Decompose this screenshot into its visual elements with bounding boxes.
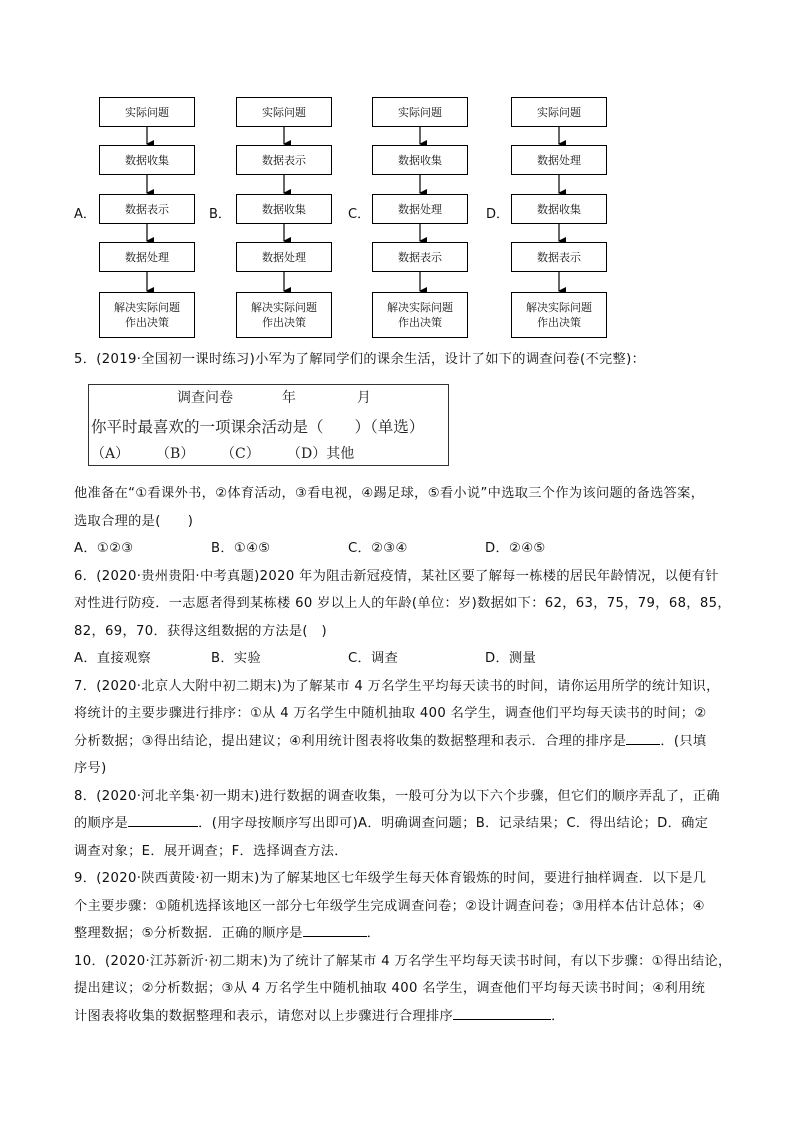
question-9-line-3	[74, 920, 734, 948]
flowchart-c-step-5-line-1: 解决实际问题	[387, 301, 453, 314]
question-6-choices	[74, 645, 734, 673]
survey-option-d: （D）其他	[287, 446, 355, 462]
flowchart-c-step-4: 数据表示	[372, 242, 468, 272]
flowchart-c-step-1: 实际问题	[372, 97, 468, 127]
answer-blank	[626, 730, 660, 745]
question-6-choice-b: B．实验	[211, 651, 262, 666]
question-6-line-3: 82，69，70．获得这组数据的方法是( )	[74, 623, 327, 639]
question-9-line-3a: 整理数据；⑤分析数据．正确的顺序是	[74, 926, 303, 941]
flowchart-b-step-5	[236, 292, 332, 338]
question-9-line-3b: ．	[366, 926, 381, 941]
flowchart-a-step-1: 实际问题	[99, 97, 195, 127]
question-5-stem	[74, 346, 734, 374]
flowchart-d-step-5	[511, 292, 607, 338]
flowchart-d-step-4: 数据表示	[511, 242, 607, 272]
question-8-line-2b: ．(用字母按顺序写出即可)A．明确调查问题；B．记录结果；C．得出结论；D．确定	[198, 816, 709, 831]
question-5-body	[74, 480, 734, 1030]
question-5-choice-b: B．①④⑤	[211, 541, 271, 556]
flowchart-a-step-2: 数据收集	[99, 145, 195, 175]
question-7-line-3b: ．(只填	[660, 733, 707, 749]
flowchart-a-step-4: 数据处理	[99, 242, 195, 272]
flowchart-a-step-3: 数据表示	[99, 194, 195, 224]
question-10-line-1: 10．(2020·江苏新沂·初二期末)为了统计了解某市 4 万名学生平均每天读书时间，有以下步骤：①得出结论，	[74, 953, 732, 969]
flowchart-b-step-1: 实际问题	[236, 97, 332, 127]
question-5-choice-a: A．①②③	[74, 541, 134, 556]
question-7-line-3	[74, 728, 734, 756]
question-5-choice-c: C．②③④	[348, 541, 408, 556]
question-5-line-1: 他准备在“①看课外书，②体育活动，③看电视，④踢足球，⑤看小说”中选取三个作为该问题的备选答案，	[74, 486, 705, 501]
flowchart-a-label: A．	[74, 207, 96, 222]
flowchart-d-step-5-line-2: 作出决策	[537, 316, 581, 329]
question-5-line-2: 选取合理的是( )	[74, 513, 194, 529]
question-10-line-2: 提出建议；②分析数据；③从 4 万名学生中随机抽取 400 名学生，调查他们平均每天读书时间；④利用统	[74, 981, 706, 996]
flowchart-a-step-5	[99, 292, 195, 338]
question-5-choice-d: D．②④⑤	[485, 541, 546, 556]
question-5-choices	[74, 535, 734, 563]
flowchart-a-step-5-line-1: 解决实际问题	[114, 301, 180, 314]
flowchart-d-step-5-line-1: 解决实际问题	[526, 301, 592, 314]
survey-title: 调查问卷	[177, 390, 233, 406]
answer-blank	[128, 812, 198, 827]
survey-month: 月	[356, 390, 371, 406]
flowchart-d-label: D．	[486, 207, 510, 222]
question-6-line-2: 对性进行防疫．一志愿者得到某栋楼 60 岁以上人的年龄(单位：岁)数据如下：62，63，75，79，68，85，	[74, 596, 731, 611]
flowchart-d-step-3: 数据收集	[511, 194, 607, 224]
survey-option-c: （C）	[221, 446, 260, 462]
question-6-choice-c: C．调查	[348, 651, 399, 666]
flowchart-b-step-5-line-2: 作出决策	[262, 316, 306, 329]
survey-questionnaire-box	[88, 384, 449, 466]
flowchart-b-step-3: 数据收集	[236, 194, 332, 224]
flowchart-c-step-5-line-2: 作出决策	[398, 316, 442, 329]
question-8-line-2	[74, 810, 734, 838]
flowchart-c-step-5	[372, 292, 468, 338]
question-9-line-2: 个主要步骤：①随机选择该地区一部分七年级学生完成调查问卷；②设计调查问卷；③用样本估计总体；④	[74, 898, 705, 914]
question-8-line-2a: 的顺序是	[74, 816, 129, 831]
flowchart-d-step-2: 数据处理	[511, 145, 607, 175]
question-6-choice-d: D．测量	[485, 651, 537, 666]
flowchart-b-step-2: 数据表示	[236, 145, 332, 175]
survey-option-b: （B）	[156, 446, 195, 462]
question-10-line-3	[74, 1003, 734, 1031]
question-9-line-1: 9．(2020·陕西黄陵·初一期末)为了解某地区七年级学生每天体育锻炼的时间，要进行抽样调查．以下是几	[74, 871, 707, 886]
flowchart-b-step-4: 数据处理	[236, 242, 332, 272]
question-7-line-3a: 分析数据；③得出结论，提出建议；④利用统计图表将收集的数据整理和表示．合理的排序是	[74, 733, 627, 749]
flowchart-c-label: C．	[348, 207, 371, 222]
survey-year: 年	[281, 390, 296, 406]
question-6-choice-a: A．直接观察	[74, 651, 152, 666]
flowchart-c-step-2: 数据收集	[372, 145, 468, 175]
flowchart-d-step-1: 实际问题	[511, 97, 607, 127]
survey-question: 你平时最喜欢的一项课余活动是（ ）（单选）	[91, 418, 425, 436]
question-8-line-3: 调查对象；E．展开调查；F．选择调查方法．	[74, 843, 348, 859]
answer-blank	[303, 922, 367, 937]
flowchart-a-step-5-line-2: 作出决策	[125, 316, 169, 329]
question-6-line-1: 6．(2020·贵州贵阳·中考真题)2020 年为阻击新冠疫情，某社区要了解每一栋楼的居民年龄情况，以便有针	[74, 568, 719, 584]
survey-option-a: （A）	[91, 446, 130, 462]
question-7-line-4: 序号)	[74, 761, 107, 776]
question-7-line-2: 将统计的主要步骤进行排序：①从 4 万名学生中随机抽取 400 名学生，调查他们平均每天读书的时间；②	[74, 706, 707, 721]
answer-blank	[453, 1005, 551, 1020]
flowchart-b-label: B．	[209, 207, 231, 222]
question-10-line-3b: ．	[551, 1008, 565, 1024]
question-7-line-1: 7．(2020·北京人大附中初二期末)为了解某市 4 万名学生平均每天读书的时间，请你运用所学的统计知识，	[74, 678, 720, 694]
question-8-line-1: 8．(2020·河北辛集·初一期末)进行数据的调查收集，一般可分为以下六个步骤，但它们的顺序弄乱了，正确	[74, 788, 720, 804]
question-5-stem-text: 5．(2019·全国初一课时练习)小军为了解同学们的课余生活，设计了如下的调查问卷(不完整)：	[74, 352, 646, 367]
flowchart-b-step-5-line-1: 解决实际问题	[251, 301, 317, 314]
flowchart-c-step-3: 数据处理	[372, 194, 468, 224]
question-10-line-3a: 计图表将收集的数据整理和表示，请您对以上步骤进行合理排序	[74, 1008, 454, 1024]
